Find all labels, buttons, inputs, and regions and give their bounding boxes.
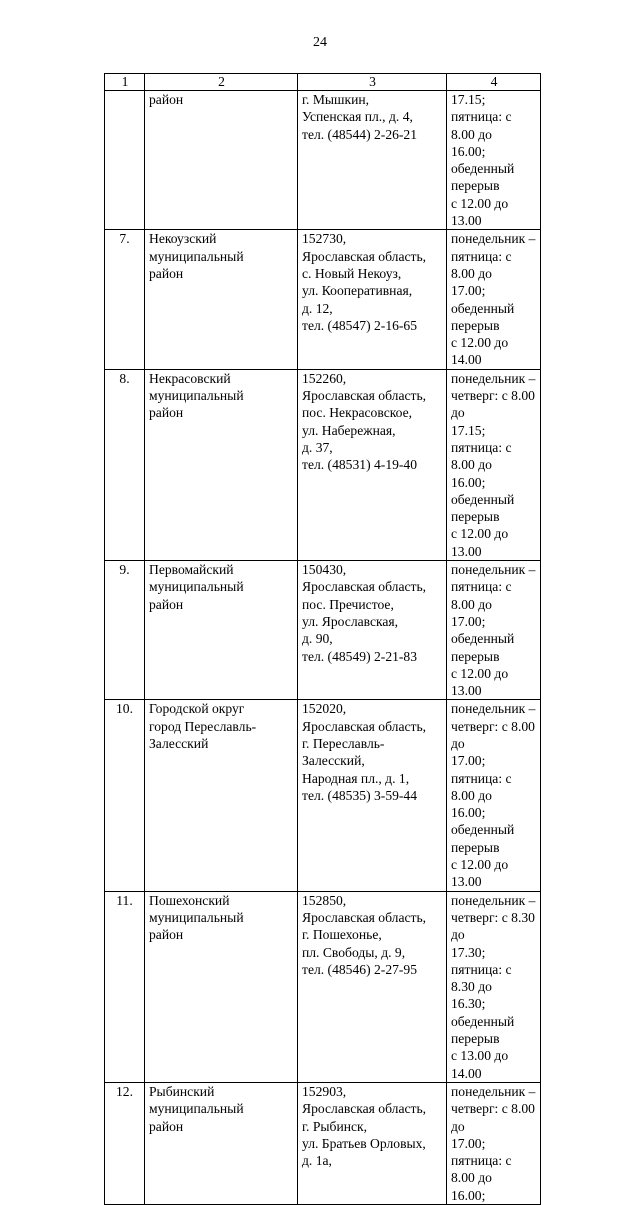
working-hours-cell: 17.15; пятница: с 8.00 до 16.00; обеденный перерыв с 12.00 до 13.00	[447, 91, 541, 230]
working-hours-cell: понедельник – четверг: с 8.00 до 17.00; пятница: с 8.00 до 16.00; обеденный перерыв с 12.00 до 13.00	[447, 700, 541, 891]
district-name-cell: Городской округ город Переславль- Залесский	[145, 700, 298, 891]
row-number-cell: 10.	[105, 700, 145, 891]
working-hours-cell: понедельник – пятница: с 8.00 до 17.00; обеденный перерыв с 12.00 до 14.00	[447, 230, 541, 369]
table-row	[105, 369, 541, 560]
table-header-row	[105, 74, 541, 91]
column-header-1: 1	[105, 74, 145, 91]
working-hours-cell: понедельник – четверг: с 8.00 до 17.00; пятница: с 8.00 до 16.00;	[447, 1082, 541, 1204]
working-hours-cell: понедельник – пятница: с 8.00 до 17.00; обеденный перерыв с 12.00 до 13.00	[447, 561, 541, 700]
address-cell: 152903, Ярославская область, г. Рыбинск, ул. Братьев Орловых, д. 1а,	[298, 1082, 447, 1204]
district-name-cell: Первомайский муниципальный район	[145, 561, 298, 700]
row-number-cell: 12.	[105, 1082, 145, 1204]
address-cell: г. Мышкин, Успенская пл., д. 4, тел. (48544) 2-26-21	[298, 91, 447, 230]
row-number-cell: 11.	[105, 891, 145, 1082]
row-number-cell: 9.	[105, 561, 145, 700]
table-row	[105, 561, 541, 700]
table-row	[105, 230, 541, 369]
column-header-2: 2	[145, 74, 298, 91]
district-name-cell: район	[145, 91, 298, 230]
address-cell: 152730, Ярославская область, с. Новый Некоуз, ул. Кооперативная, д. 12, тел. (48547) 2-16-65	[298, 230, 447, 369]
address-cell: 152260, Ярославская область, пос. Некрасовское, ул. Набережная, д. 37, тел. (48531) 4-19-40	[298, 369, 447, 560]
row-number-cell	[105, 91, 145, 230]
address-cell: 152850, Ярославская область, г. Пошехонье, пл. Свободы, д. 9, тел. (48546) 2-27-95	[298, 891, 447, 1082]
table-row	[105, 91, 541, 230]
address-cell: 150430, Ярославская область, пос. Пречистое, ул. Ярославская, д. 90, тел. (48549) 2-21-83	[298, 561, 447, 700]
column-header-4: 4	[447, 74, 541, 91]
working-hours-cell: понедельник – четверг: с 8.00 до 17.15; пятница: с 8.00 до 16.00; обеденный перерыв с 12.00 до 13.00	[447, 369, 541, 560]
row-number-cell: 8.	[105, 369, 145, 560]
table-row	[105, 891, 541, 1082]
district-name-cell: Некоузский муниципальный район	[145, 230, 298, 369]
district-name-cell: Рыбинский муниципальный район	[145, 1082, 298, 1204]
district-name-cell: Некрасовский муниципальный район	[145, 369, 298, 560]
district-name-cell: Пошехонский муниципальный район	[145, 891, 298, 1082]
working-hours-cell: понедельник – четверг: с 8.30 до 17.30; пятница: с 8.30 до 16.30; обеденный перерыв с 13.00 до 14.00	[447, 891, 541, 1082]
table-row	[105, 700, 541, 891]
row-number-cell: 7.	[105, 230, 145, 369]
page-number: 24	[313, 35, 327, 50]
table-row	[105, 1082, 541, 1204]
column-header-3: 3	[298, 74, 447, 91]
municipal-offices-table	[104, 73, 541, 1205]
address-cell: 152020, Ярославская область, г. Переславль- Залесский, Народная пл., д. 1, тел. (48535) 3-59-44	[298, 700, 447, 891]
